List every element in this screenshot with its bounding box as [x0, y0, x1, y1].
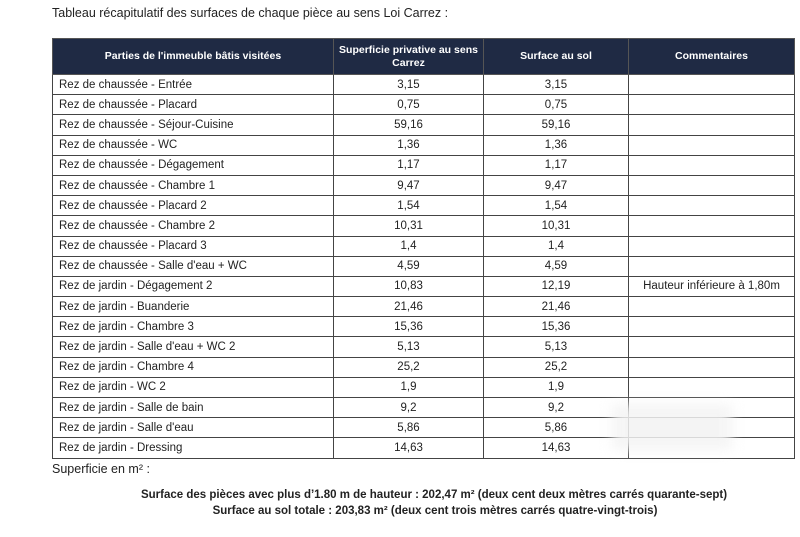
cell-room: Rez de jardin - WC 2 [53, 377, 334, 397]
cell-surface-sol: 1,17 [484, 155, 629, 175]
unit-label: Superficie en m² : [52, 462, 150, 476]
table-row [53, 256, 795, 276]
cell-superficie-carrez: 1,17 [334, 155, 484, 175]
cell-surface-sol: 5,86 [484, 418, 629, 438]
cell-superficie-carrez: 4,59 [334, 256, 484, 276]
table-row [53, 216, 795, 236]
cell-room: Rez de jardin - Salle d'eau + WC 2 [53, 337, 334, 357]
cell-commentaire [629, 337, 795, 357]
surfaces-table [52, 38, 795, 459]
cell-commentaire [629, 357, 795, 377]
cell-room: Rez de jardin - Salle d'eau [53, 418, 334, 438]
table-header-row [53, 39, 795, 75]
summary-carrez-total: Surface des pièces avec plus d’1.80 m de hauteur : 202,47 m² (deux cent deux mètres carrés quarante-sept) [140, 489, 728, 501]
cell-room: Rez de chaussée - Séjour-Cuisine [53, 115, 334, 135]
cell-superficie-carrez: 10,83 [334, 276, 484, 296]
cell-superficie-carrez: 15,36 [334, 317, 484, 337]
page-title: Tableau récapitulatif des surfaces de chaque pièce au sens Loi Carrez : [52, 6, 449, 20]
cell-surface-sol: 14,63 [484, 438, 629, 458]
column-header-surface-sol: Surface au sol [484, 39, 629, 75]
cell-room: Rez de jardin - Chambre 4 [53, 357, 334, 377]
cell-commentaire [629, 256, 795, 276]
table-row [53, 175, 795, 195]
cell-commentaire [629, 175, 795, 195]
cell-room: Rez de jardin - Buanderie [53, 297, 334, 317]
cell-room: Rez de chaussée - Placard [53, 95, 334, 115]
cell-surface-sol: 1,36 [484, 135, 629, 155]
column-header-superficie-carrez: Superficie privative au sens Carrez [334, 39, 484, 75]
cell-surface-sol: 1,54 [484, 196, 629, 216]
cell-surface-sol: 9,2 [484, 398, 629, 418]
table-row [53, 236, 795, 256]
cell-room: Rez de chaussée - Dégagement [53, 155, 334, 175]
cell-commentaire: Hauteur inférieure à 1,80m [629, 276, 795, 296]
cell-commentaire [629, 297, 795, 317]
cell-commentaire [629, 115, 795, 135]
cell-superficie-carrez: 9,2 [334, 398, 484, 418]
cell-commentaire [629, 236, 795, 256]
cell-superficie-carrez: 5,13 [334, 337, 484, 357]
table-row [53, 337, 795, 357]
column-header-commentaires: Commentaires [629, 39, 795, 75]
cell-surface-sol: 15,36 [484, 317, 629, 337]
table-row [53, 155, 795, 175]
cell-room: Rez de chaussée - WC [53, 135, 334, 155]
table-row [53, 135, 795, 155]
cell-room: Rez de jardin - Chambre 3 [53, 317, 334, 337]
cell-superficie-carrez: 5,86 [334, 418, 484, 438]
cell-commentaire [629, 377, 795, 397]
cell-commentaire [629, 95, 795, 115]
cell-surface-sol: 10,31 [484, 216, 629, 236]
cell-superficie-carrez: 3,15 [334, 75, 484, 95]
cell-superficie-carrez: 25,2 [334, 357, 484, 377]
cell-superficie-carrez: 21,46 [334, 297, 484, 317]
cell-room: Rez de chaussée - Chambre 2 [53, 216, 334, 236]
summary-floor-total: Surface au sol totale : 203,83 m² (deux cent trois mètres carrés quatre-vingt-trois) [212, 505, 658, 517]
table-row [53, 357, 795, 377]
cell-surface-sol: 9,47 [484, 175, 629, 195]
cell-surface-sol: 0,75 [484, 95, 629, 115]
cell-room: Rez de chaussée - Chambre 1 [53, 175, 334, 195]
table-row [53, 297, 795, 317]
cell-commentaire [629, 216, 795, 236]
cell-superficie-carrez: 1,54 [334, 196, 484, 216]
cell-surface-sol: 1,4 [484, 236, 629, 256]
cell-superficie-carrez: 1,36 [334, 135, 484, 155]
cell-commentaire [629, 155, 795, 175]
cell-superficie-carrez: 10,31 [334, 216, 484, 236]
cell-room: Rez de chaussée - Placard 3 [53, 236, 334, 256]
cell-commentaire [629, 75, 795, 95]
cell-surface-sol: 5,13 [484, 337, 629, 357]
table-row [53, 317, 795, 337]
cell-commentaire [629, 135, 795, 155]
cell-superficie-carrez: 1,9 [334, 377, 484, 397]
cell-room: Rez de jardin - Dressing [53, 438, 334, 458]
cell-room: Rez de chaussée - Salle d'eau + WC [53, 256, 334, 276]
cell-surface-sol: 12,19 [484, 276, 629, 296]
cell-superficie-carrez: 59,16 [334, 115, 484, 135]
cell-superficie-carrez: 9,47 [334, 175, 484, 195]
cell-superficie-carrez: 14,63 [334, 438, 484, 458]
cell-superficie-carrez: 0,75 [334, 95, 484, 115]
cell-commentaire [629, 317, 795, 337]
cell-superficie-carrez: 1,4 [334, 236, 484, 256]
column-header-parties: Parties de l'immeuble bâtis visitées [53, 39, 334, 75]
table-row [53, 196, 795, 216]
cell-surface-sol: 4,59 [484, 256, 629, 276]
cell-surface-sol: 1,9 [484, 377, 629, 397]
cell-surface-sol: 21,46 [484, 297, 629, 317]
cell-surface-sol: 59,16 [484, 115, 629, 135]
blurred-area [612, 404, 732, 450]
table-row [53, 95, 795, 115]
table-row [53, 377, 795, 397]
cell-surface-sol: 3,15 [484, 75, 629, 95]
cell-room: Rez de jardin - Salle de bain [53, 398, 334, 418]
cell-room: Rez de chaussée - Entrée [53, 75, 334, 95]
cell-surface-sol: 25,2 [484, 357, 629, 377]
table-row [53, 276, 795, 296]
table-row [53, 75, 795, 95]
cell-commentaire [629, 196, 795, 216]
cell-room: Rez de chaussée - Placard 2 [53, 196, 334, 216]
cell-room: Rez de jardin - Dégagement 2 [53, 276, 334, 296]
table-row [53, 115, 795, 135]
